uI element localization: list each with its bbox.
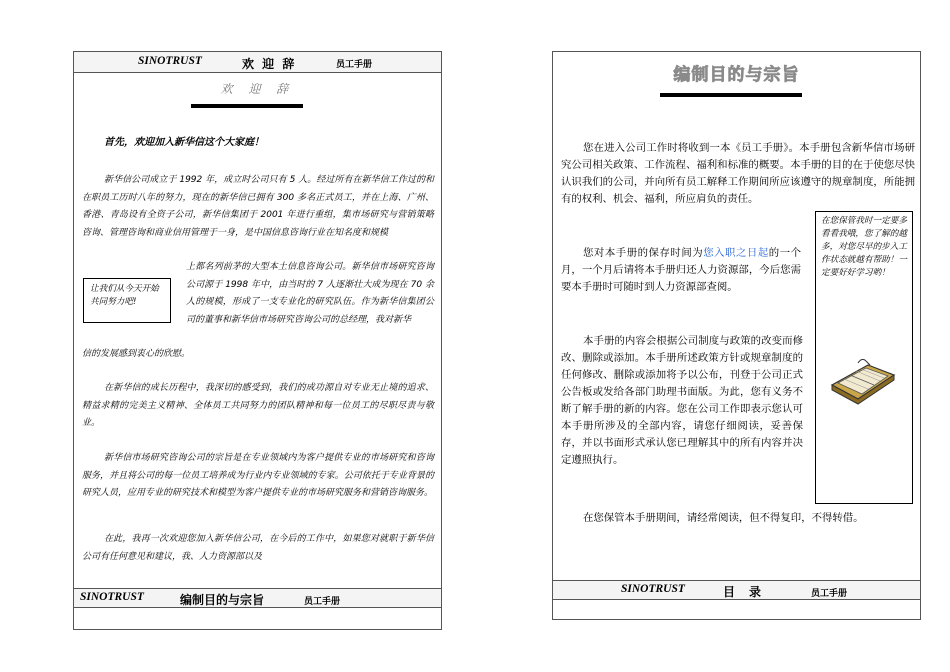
left-footer-brand: SINOTRUST [80, 591, 144, 603]
right-paragraph-2 [561, 245, 801, 296]
left-footer-title: 编制目的与宗旨 [180, 593, 265, 607]
right-footer-brand: SINOTRUST [621, 583, 685, 595]
left-greeting: 首先，欢迎加入新华信这个大家庭！ [104, 137, 264, 148]
left-header-brand: SINOTRUST [138, 55, 202, 67]
left-page [73, 51, 442, 630]
right-callout-text: 在您保管我时一定要多看看我哦，您了解的越多，对您尽早的步入工作状态就越有帮助！一定要好好学习哟！ [821, 216, 907, 278]
right-heading-underline [660, 93, 802, 97]
right-paragraph-4: 在您保管本手册期间，请经常阅读，但不得复印，不得转借。 [583, 512, 864, 524]
book-icon [828, 355, 898, 407]
left-header-title: 欢 迎 辞 [242, 57, 297, 71]
left-header-bar [74, 52, 441, 73]
right-footer-subtitle: 员工手册 [811, 589, 848, 599]
left-paragraph-1b: 上都名列前茅的大型本土信息咨询公司。新华信市场研究咨询公司源于 1998 年中，由当时的 7 人逐渐壮大成为现在 70 余人的规模，形成了一支专业化的研究队伍。作为新华信集团公司的董事和新华信市场研究咨询公司的总经理，我对新华 [186, 262, 434, 325]
right-paragraph-2-link[interactable]: 您入职之日起 [703, 247, 769, 259]
left-paragraph-2: 在新华信的成长历程中，我深切的感受到，我们的成功源自对专业无止境的追求、精益求精的完美主义精神、全体员工共同努力的团队精神和每一位员工的尽职尽责与敬业。 [82, 383, 434, 428]
left-paragraph-1a: 新华信公司成立于 1992 年，成立时公司只有 5 人。经过所有在新华信工作过的和在职员工历时八年的努力，现在的新华信已拥有 300 多名正式员工，并在上海、广州、香港、青岛设有全资子公司，新华信集团于 2001 年进行重组，集市场研究与营销策略咨询、管理咨询和商业信用管理于一身，是中国信息咨询行业在知名度和规模 [82, 175, 434, 238]
left-heading-underline [191, 104, 303, 108]
left-header-subtitle: 员工手册 [336, 60, 373, 70]
right-paragraph-1 [561, 140, 915, 208]
right-paragraph-3: 本手册的内容会根据公司制度与政策的改变而修改、删除或添加。本手册所述政策方针或规章制度的任何修改、删除或添加将予以公布，刊登于公司正式公告板或发给各部门助理书面版。为此，您有义务不断了解手册的新的内容。您在公司工作即表示您认可本手册所涉及的全部内容，请您仔细阅读，妥善保存，并以书面形式承认您已理解其中的所有内容并决定遵照执行。 [561, 335, 803, 466]
left-footer-subtitle: 员工手册 [304, 597, 341, 607]
right-paragraph-1-text: 您在进入公司工作时将收到一本《员工手册》。本手册包含新华信市场研究公司相关政策、工作流程、福利和标准的概要。本手册的目的在于使您尽快认识我们的公司，并向所有员工解释工作期间所应该遵守的规章制度，所能拥有的权利、机会、福利，所应肩负的责任。 [561, 142, 915, 205]
right-page [552, 51, 921, 620]
left-footer-bar [74, 588, 441, 608]
right-paragraph-2-pre: 您对本手册的保存时间为 [583, 247, 704, 259]
right-paragraph-2-post: 的一个月，一个月后请将本手册归还人力资源部，今后您需要本手册时可随时到人力资源部查阅。 [561, 247, 802, 293]
right-heading: 编制目的与宗旨 [673, 65, 800, 85]
right-callout-box [815, 211, 913, 504]
right-footer-title: 目 录 [723, 585, 763, 599]
left-paragraph-4: 在此，我再一次欢迎您加入新华信公司，在今后的工作中，如果您对就职于新华信公司有任何意见和建议，我、人力资源部以及 [82, 534, 434, 562]
left-callout-box: 让我们从今天开始共同努力吧! [83, 278, 171, 323]
left-heading: 欢 迎 辞 [220, 82, 295, 96]
left-paragraph-3: 新华信市场研究咨询公司的宗旨是在专业领域内为客户提供专业的市场研究和咨询服务，并且将公司的每一位员工培养成为行业内专业领域的专家。公司依托于专业背景的研究人员，应用专业的研究技术和模型为客户提供专业的市场研究服务和营销咨询服务。 [82, 453, 434, 498]
left-paragraph-1c: 信的发展感到衷心的欣慰。 [82, 349, 191, 359]
right-footer-bar [553, 580, 920, 600]
